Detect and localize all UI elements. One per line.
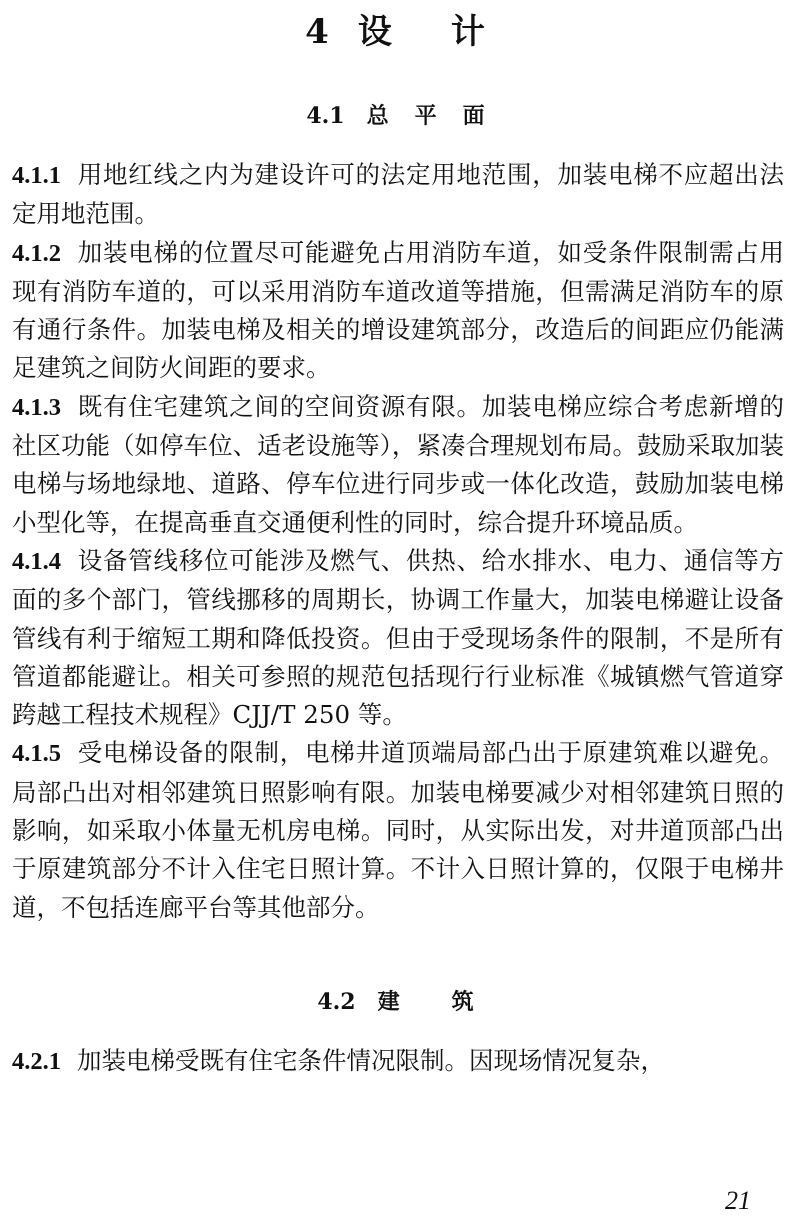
chapter-number: 4 <box>305 12 330 52</box>
section-title-char: 平 <box>414 103 437 129</box>
section-number: 4.2 <box>317 989 356 1015</box>
clause-number: 4.2.1 <box>12 1048 61 1075</box>
clause-text: 用地红线之内为建设许可的法定用地范围，加装电梯不应超出法定用地范围。 <box>12 160 784 229</box>
section-number: 4.1 <box>306 103 345 129</box>
clause-text: 加装电梯受既有住宅条件情况限制。因现场情况复杂， <box>77 1046 665 1075</box>
clause-paragraph <box>12 234 784 388</box>
clause-text: 既有住宅建筑之间的空间资源有限。加装电梯应综合考虑新增的社区功能（如停车位、适老设施等），紧凑合理规划布局。鼓励采取加装电梯与场地绿地、道路、停车位进行同步或一体化改造，鼓励加装电梯小型化等，在提高垂直交通便利性的同时，综合提升环境品质。 <box>12 391 784 537</box>
section-4-1-body <box>12 156 784 927</box>
section-title-4-1 <box>0 98 791 134</box>
clause-number: 4.1.3 <box>12 393 61 421</box>
clause-text: 加装电梯的位置尽可能避免占用消防车道，如受条件限制需占用现有消防车道的，可以采用消防车道改道等措施，但需满足消防车的原有通行条件。加装电梯及相关的增设建筑部分，改造后的间距应仍能满足建筑之间防火间距的要求。 <box>12 237 784 383</box>
section-title-4-2 <box>0 984 791 1020</box>
section-title-char: 建 <box>377 989 400 1015</box>
clause-paragraph <box>12 388 784 542</box>
section-4-2-body <box>12 1042 784 1081</box>
page-number: 21 <box>725 1186 751 1215</box>
clause-number: 4.1.5 <box>12 740 61 768</box>
section-title-char: 面 <box>462 103 485 129</box>
clause-text: 设备管线移位可能涉及燃气、供热、给水排水、电力、通信等方面的多个部门，管线挪移的周期长，协调工作量大，加装电梯避让设备管线有利于缩短工期和降低投资。但由于受现场条件的限制，不是所有管道都能避让。相关可参照的规范包括现行行业标准《城镇燃气管道穿跨越工程技术规程》CJJ/T 250 等。 <box>12 545 784 730</box>
clause-number: 4.1.2 <box>12 239 61 267</box>
clause-paragraph <box>12 156 784 234</box>
chapter-title <box>0 6 791 58</box>
clause-number: 4.1.1 <box>12 162 61 189</box>
clause-paragraph <box>12 1042 784 1081</box>
clause-number: 4.1.4 <box>12 547 61 575</box>
chapter-title-char-2: 计 <box>450 12 486 52</box>
clause-paragraph <box>12 542 784 734</box>
section-title-char: 总 <box>366 103 389 129</box>
chapter-title-char-1: 设 <box>357 12 393 52</box>
clause-paragraph <box>12 734 784 926</box>
clause-text: 受电梯设备的限制，电梯井道顶端局部凸出于原建筑难以避免。局部凸出对相邻建筑日照影响有限。加装电梯要减少对相邻建筑日照的影响，如采取小体量无机房电梯。同时，从实际出发，对井道顶部凸出于原建筑部分不计入住宅日照计算。不计入日照计算的，仅限于电梯井道，不包括连廊平台等其他部分。 <box>12 738 784 922</box>
section-title-char: 筑 <box>451 989 474 1015</box>
